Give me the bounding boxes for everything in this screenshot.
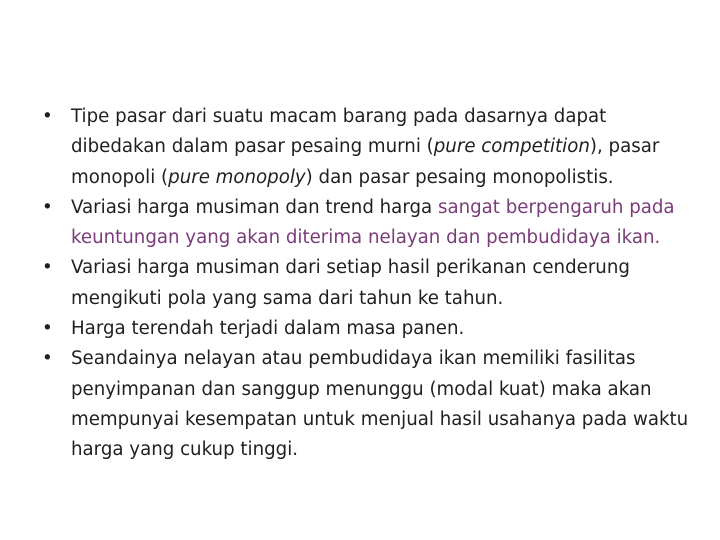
bullet-dot: • xyxy=(42,257,53,279)
bullet-item-seasonal-variation xyxy=(42,193,692,254)
bullet-item-market-types xyxy=(42,102,692,193)
bullet-text: Seandainya nelayan atau pembudidaya ikan memiliki fasilitas penyimpanan dan sanggup menunggu (modal kuat) maka akan mempunyai kesempatan untuk menjual hasil usahanya pada waktu harga yang cukup tinggi. xyxy=(71,348,689,461)
bullet-text: Harga terendah terjadi dalam masa panen. xyxy=(71,318,465,340)
bullet-item-storage-facilities xyxy=(42,344,692,465)
bullet-item-price-pattern xyxy=(42,253,692,314)
highlighted-text: sangat berpengaruh pada keuntungan yang akan diterima nelayan dan pembudidaya ikan. xyxy=(71,196,675,249)
bullet-item-lowest-price xyxy=(42,314,692,344)
bullet-text: Variasi harga musiman dari setiap hasil perikanan cenderung mengikuti pola yang sama dari tahun ke tahun. xyxy=(71,257,630,309)
bullet-dot: • xyxy=(42,318,53,340)
bullet-text: Tipe pasar dari suatu macam barang pada dasarnya dapat dibedakan dalam pasar pesaing murni (pure competition), pasar monopoli (pure monopoly) dan pasar pesaing monopolistis. xyxy=(71,106,660,188)
bullet-dot: • xyxy=(42,196,53,218)
italic-term: pure monopoly xyxy=(168,166,306,188)
bullet-dot: • xyxy=(42,106,53,127)
italic-term: pure competition xyxy=(433,136,590,158)
bullet-list xyxy=(42,102,692,466)
bullet-dot: • xyxy=(42,348,53,370)
bullet-text: Variasi harga musiman dan trend harga sangat berpengaruh pada keuntungan yang akan diterima nelayan dan pembudidaya ikan. xyxy=(71,196,675,249)
